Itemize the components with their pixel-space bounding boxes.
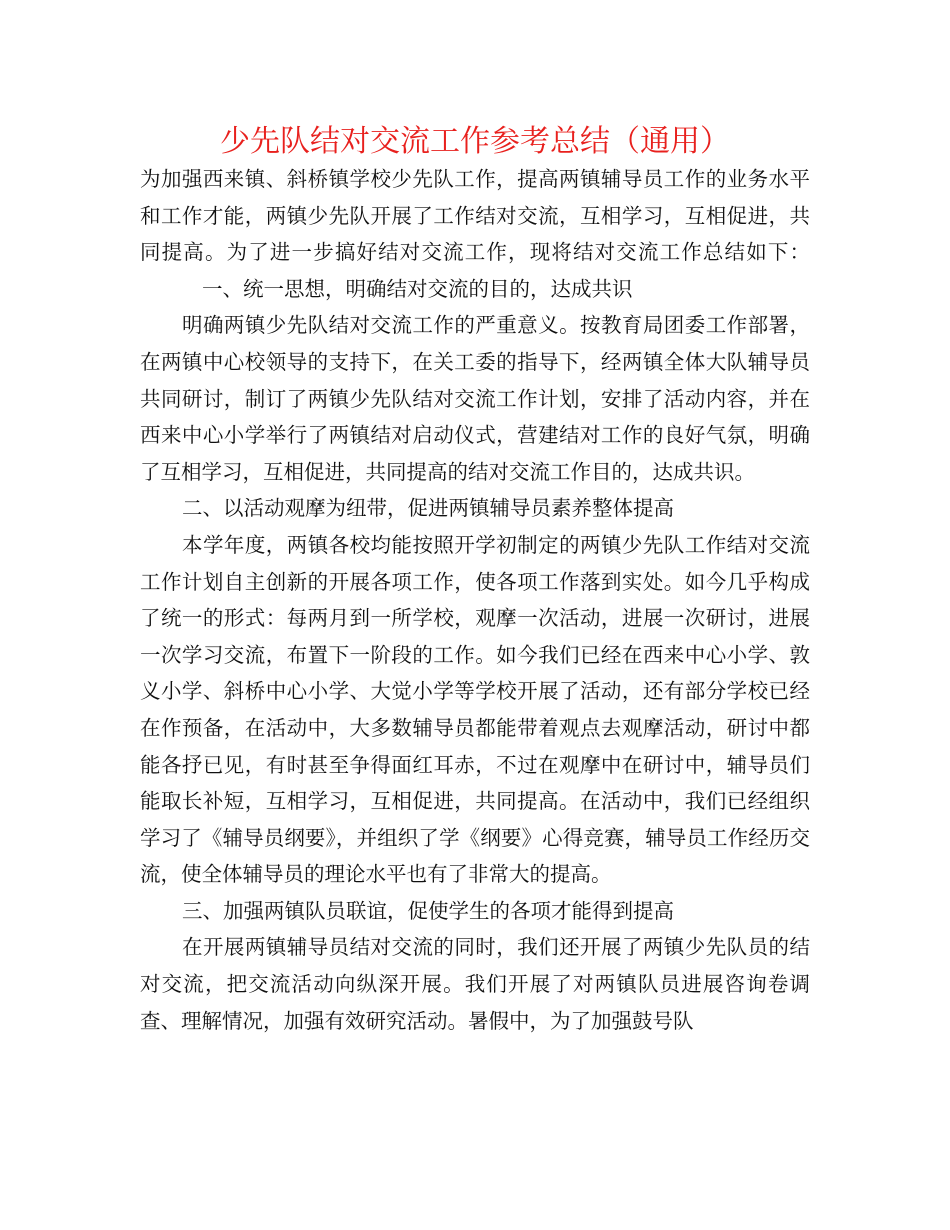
section-3-paragraph: 在开展两镇辅导员结对交流的同时，我们还开展了两镇少先队员的结对交流，把交流活动向纵深开展。我们开展了对两镇队员进展咨询卷调查、理解情况，加强有效研究活动。暑假中，为了加强鼓号队 — [140, 935, 810, 1033]
section-3-heading: 三、加强两镇队员联谊，促使学生的各项才能得到提高 — [182, 898, 675, 923]
section-2-paragraph: 本学年度，两镇各校均能按照开学初制定的两镇少先队工作结对交流工作计划自主创新的开展各项工作，使各项工作落到实处。如今几乎构成了统一的形式：每两月到一所学校，观摩一次活动，进展一次研讨，进展一次学习交流，布置下一阶段的工作。如今我们已经在西来中心小学、敦义小学、斜桥中心小学、大觉小学等学校开展了活动，还有部分学校已经在作预备，在活动中，大多数辅导员都能带着观点去观摩活动，研讨中都能各抒已见，有时甚至争得面红耳赤，不过在观摩中在研讨中，辅导员们能取长补短，互相学习，互相促进，共同提高。在活动中，我们已经组织学习了《辅导员纲要》，并组织了学《纲要》心得竞赛，辅导员工作经历交流，使全体辅导员的理论水平也有了非常大的提高。 — [140, 532, 810, 887]
document-body — [140, 161, 810, 1039]
intro-paragraph — [140, 161, 810, 307]
section-1-paragraph: 明确两镇少先队结对交流工作的严重意义。按教育局团委工作部署，在两镇中心校领导的支持下，在关工委的指导下，经两镇全体大队辅导员共同研讨，制订了两镇少先队结对交流工作计划，安排了活动内容，并在西来中心小学举行了两镇结对启动仪式，营建结对工作的良好气氛，明确了互相学习，互相促进，共同提高的结对交流工作目的，达成共识。 — [140, 313, 810, 484]
section-1-heading: 一、统一思想，明确结对交流的目的，达成共识 — [202, 276, 633, 301]
intro-text: 为加强西来镇、斜桥镇学校少先队工作，提高两镇辅导员工作的业务水平和工作才能，两镇少先队开展了工作结对交流，互相学习，互相促进，共同提高。为了进一步搞好结对交流工作，现将结对交流工作总结如下： — [140, 167, 810, 265]
section-2-heading: 二、以活动观摩为纽带，促进两镇辅导员素养整体提高 — [182, 496, 675, 521]
document-title: 少先队结对交流工作参考总结（通用） — [220, 124, 730, 159]
